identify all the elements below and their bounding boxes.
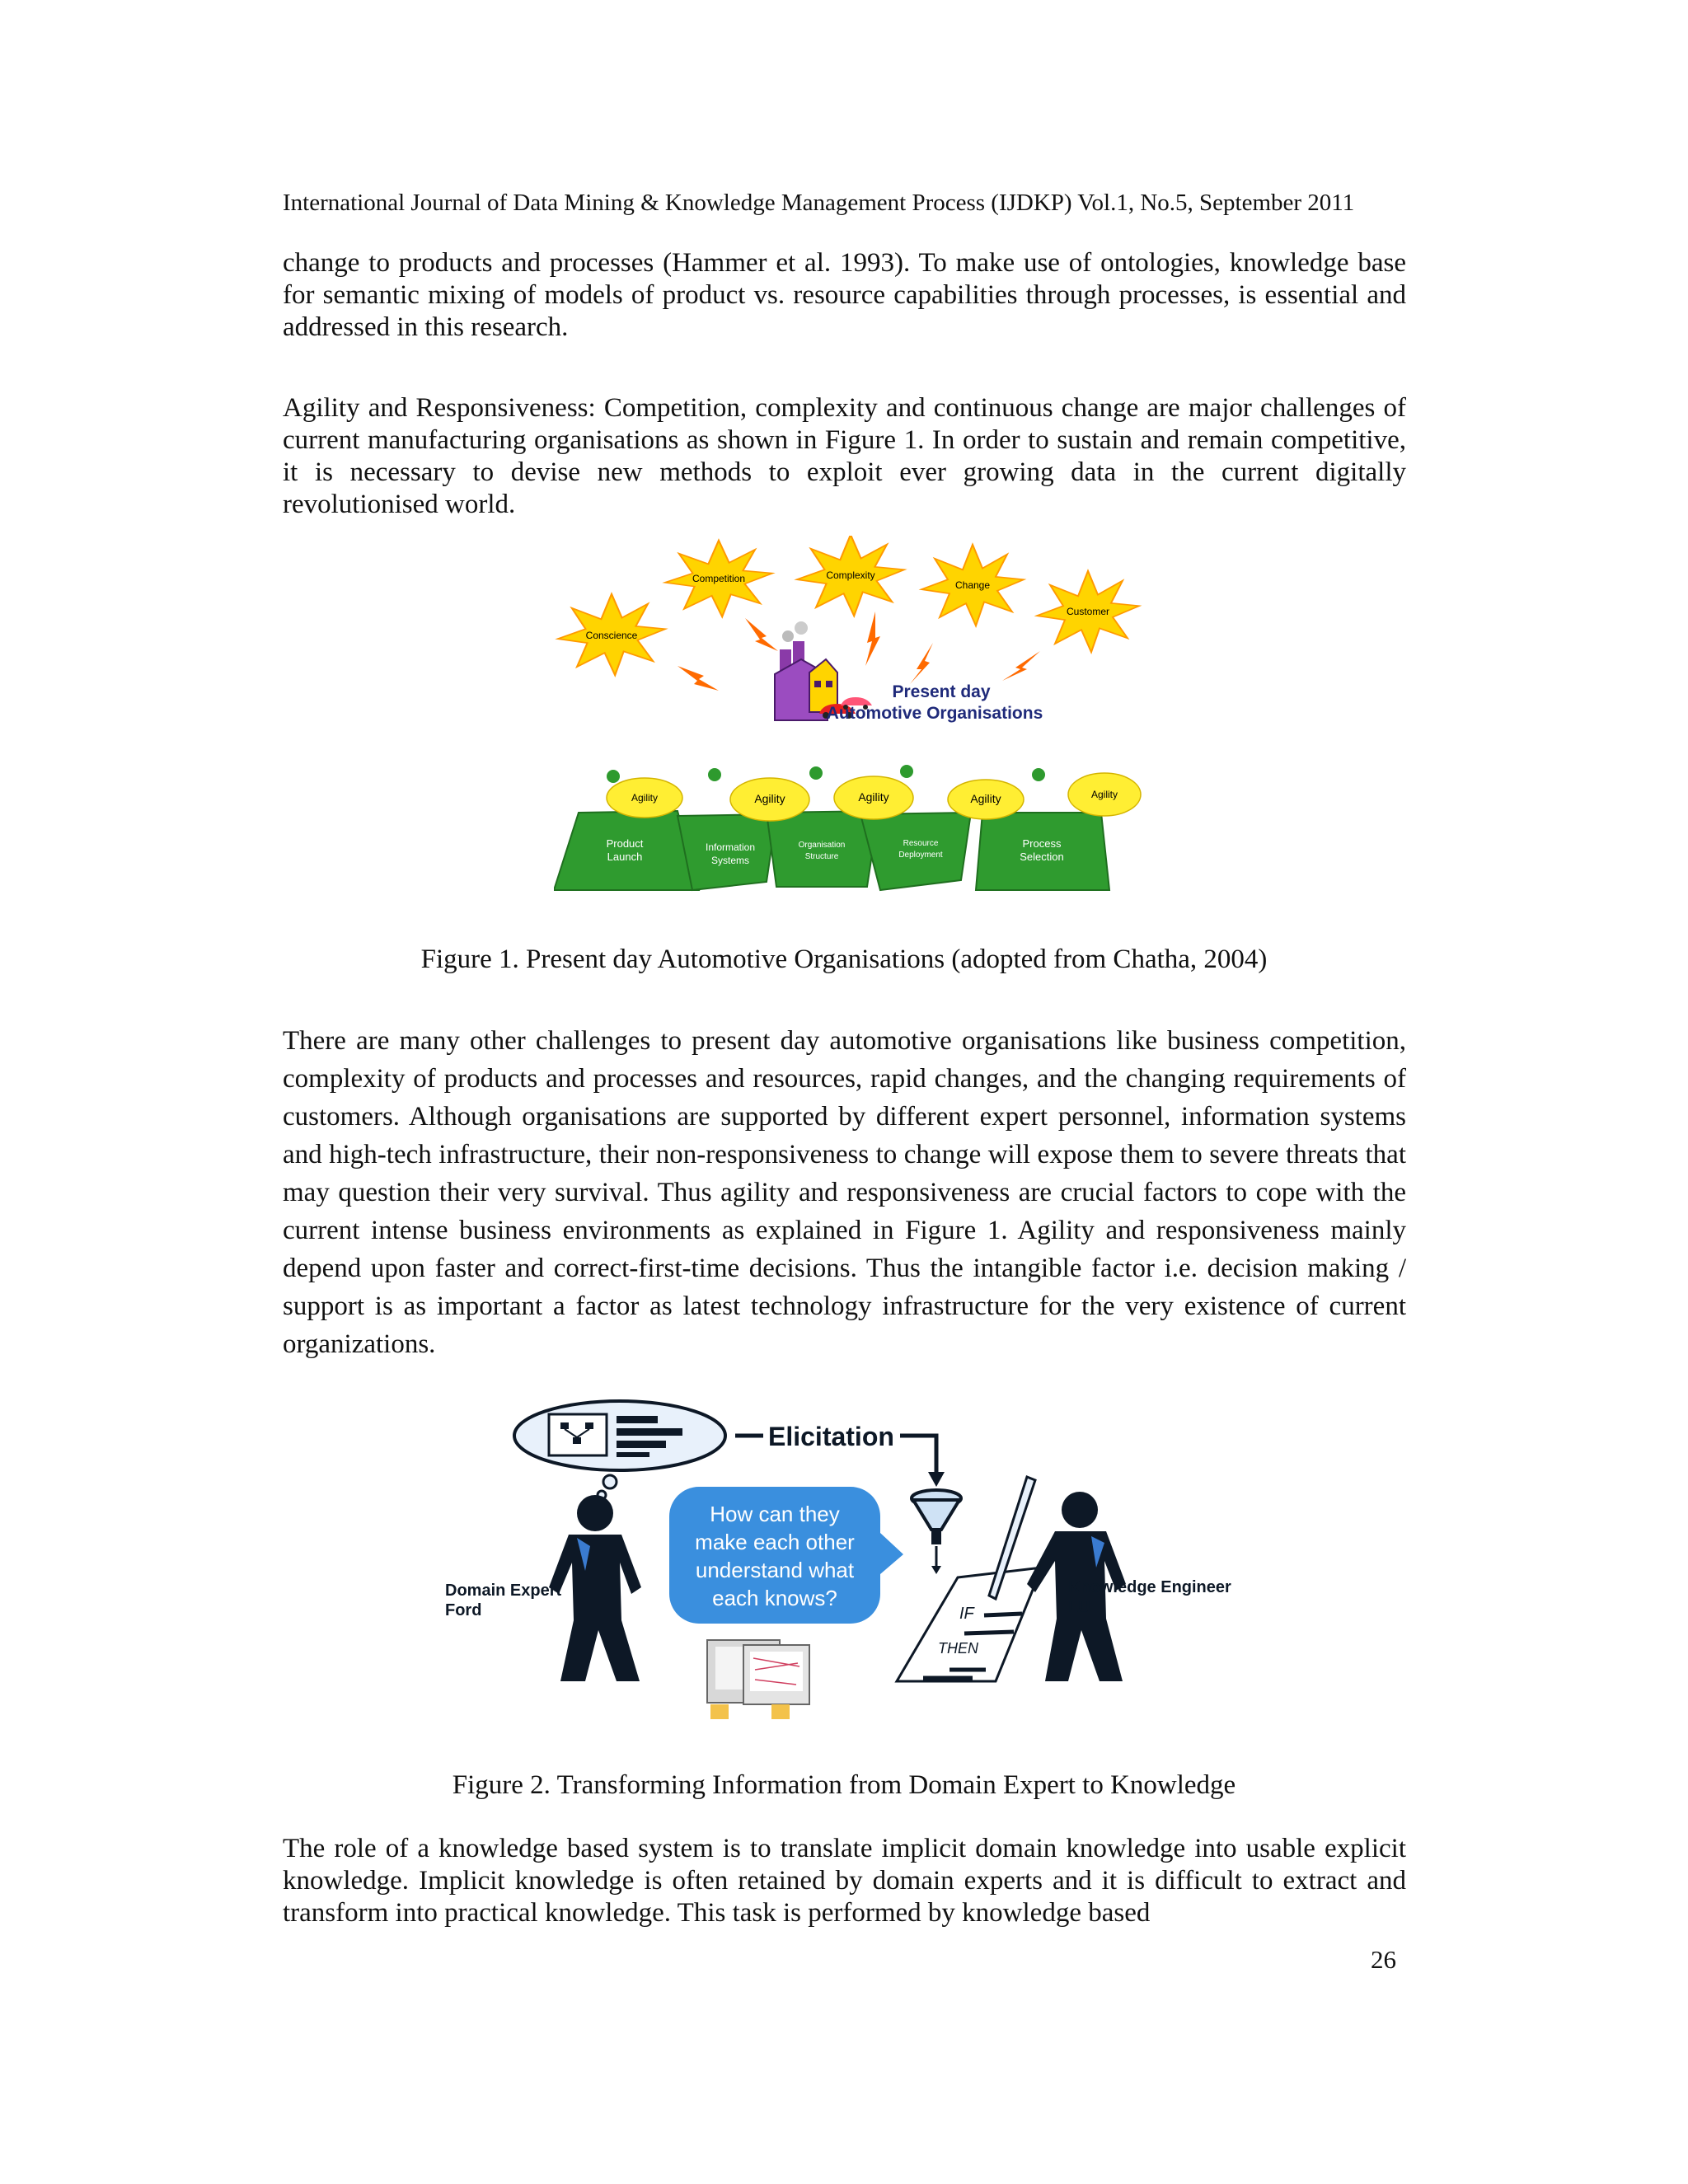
question-bubble — [669, 1487, 903, 1624]
block-label: Process — [1022, 837, 1062, 850]
domain-expert-label: Domain Expert — [445, 1582, 562, 1600]
rules-document-icon — [897, 1568, 1042, 1681]
computer-screens-icon — [707, 1640, 809, 1719]
figure-1-title-line1: Present day — [892, 682, 991, 701]
block-label: Deployment — [898, 851, 943, 860]
block-label: Product — [606, 837, 644, 850]
figure-1 — [554, 536, 1180, 898]
figure-1-caption: Figure 1. Present day Automotive Organisations (adopted from Chatha, 2004) — [420, 944, 1268, 974]
challenge-label: Complexity — [826, 569, 875, 581]
knowledge-engineer-label: Knowledge Engineer — [1068, 1578, 1231, 1596]
agility-cloud — [834, 776, 913, 819]
challenge-label: Conscience — [585, 630, 638, 641]
paragraph-2: Agility and Responsiveness: Competition, complexity and continuous change are major challenges of current manufacturing organisations as shown in Figure 1. In order to sustain and remain competitive, it is necessary to devise new methods to exploit ever growing data in the current digitally revolutionised world. — [283, 393, 1406, 519]
challenge-star-customer — [1037, 571, 1139, 653]
domain-expert-figure — [549, 1495, 641, 1681]
challenge-label: Change — [954, 579, 991, 591]
paragraph-4: The role of a knowledge based system is to translate implicit domain knowledge into usable explicit knowledge. Implicit knowledge is often retained by domain experts and it is difficult to extract and transform into practical knowledge. This task is performed by knowledge based — [283, 1834, 1406, 1928]
paragraph-1: change to products and processes (Hammer et al. 1993). To make use of ontologies, knowledge base for semantic mixing of models of product vs. resource capabilities through processes, is essential and addressed in this research. — [283, 248, 1406, 342]
block-label: Structure — [804, 852, 839, 861]
agility-cloud — [730, 778, 809, 821]
if-label: IF — [959, 1605, 974, 1623]
paragraph-3: There are many other challenges to present day automotive organisations like business competition, complexity of products and processes and resources, rapid changes, and the changing requirements of customers. Although organisations are supported by different expert personnel, information systems and high-tech infrastructure, their non-responsiveness to change will expose them to severe threats that may question their very survival. Thus agility and responsiveness are crucial factors to cope with the current intense business environments as explained in Figure 1. Agility and responsiveness mainly depend upon faster and correct-first-time decisions. Thus the intangible factor i.e. decision making / support is as important a factor as latest technology infrastructure for the very existence of current organizations. — [283, 1026, 1406, 1359]
agility-cloud — [948, 780, 1024, 819]
agility-label: Agility — [631, 792, 659, 804]
question-line: understand what — [695, 1558, 855, 1582]
agility-label: Agility — [858, 790, 889, 804]
challenge-star-change — [921, 545, 1024, 626]
challenge-star-conscience — [558, 594, 665, 676]
lightning-icon — [678, 612, 1040, 691]
agility-label: Agility — [754, 792, 785, 805]
knowledge-engineer-org: LU — [1068, 1598, 1090, 1616]
block-label: Resource — [903, 839, 939, 848]
elicitation-label: Elicitation — [768, 1422, 894, 1451]
question-line: each knows? — [712, 1586, 837, 1610]
figure-2 — [445, 1398, 1245, 1744]
challenge-star-competition — [665, 541, 772, 617]
domain-expert-org: Ford — [445, 1601, 482, 1619]
agility-cloud — [1068, 773, 1141, 816]
figure-1-title-line2: Automotive Organisations — [826, 704, 1043, 723]
elicitation-arrow — [900, 1436, 936, 1475]
page-number: 26 — [1371, 1945, 1396, 1974]
diagram-icon — [549, 1414, 607, 1455]
block-label: Information — [705, 841, 756, 853]
thought-bubble — [514, 1401, 725, 1499]
challenge-label: Competition — [692, 573, 746, 584]
block-label: Launch — [607, 851, 643, 863]
agility-cloud — [607, 778, 682, 818]
question-line: make each other — [695, 1530, 855, 1554]
agility-label: Agility — [1090, 789, 1118, 800]
challenge-label: Customer — [1066, 606, 1110, 617]
funnel-icon — [912, 1490, 961, 1574]
block-label: Selection — [1020, 851, 1064, 863]
challenge-star-complexity — [797, 536, 904, 616]
block-label: Organisation — [798, 841, 846, 850]
figure-2-caption: Figure 2. Transforming Information from Domain Expert to Knowledge — [452, 1770, 1236, 1800]
agility-label: Agility — [970, 792, 1001, 805]
question-line: How can they — [710, 1502, 840, 1526]
journal-header: International Journal of Data Mining & Knowledge Management Process (IJDKP) Vol.1, No.5, September 2011 — [283, 190, 1355, 216]
then-label: THEN — [938, 1640, 978, 1657]
block-label: Systems — [710, 855, 750, 866]
